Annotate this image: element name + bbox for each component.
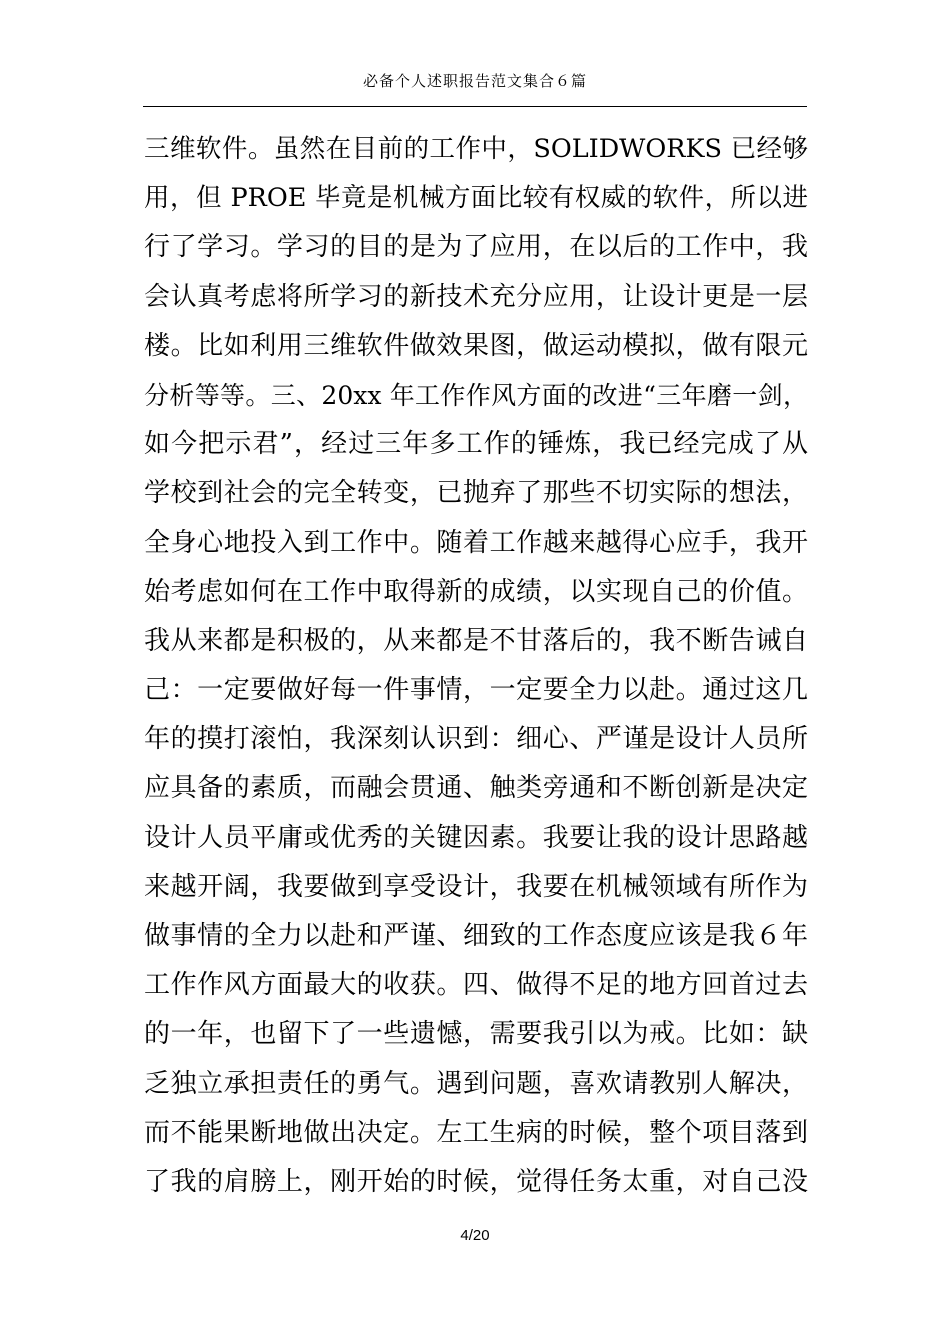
body-line: 应具备的素质，而融会贯通、触类旁通和不断创新是决定 (144, 773, 808, 804)
body-line: 行了学习。学习的目的是为了应用，在以后的工作中，我 (144, 232, 808, 263)
body-line: 设计人员平庸或优秀的关键因素。我要让我的设计思路越 (144, 822, 808, 853)
page-number: 4/20 (460, 1227, 490, 1244)
body-line: 的一年，也留下了一些遗憾，需要我引以为戒。比如：缺 (144, 1019, 808, 1050)
body-line: 全身心地投入到工作中。随着工作越来越得心应手，我开 (144, 527, 808, 558)
body-line: 而不能果断地做出决定。左工生病的时候，整个项目落到 (144, 1117, 808, 1148)
body-line: 楼。比如利用三维软件做效果图，做运动模拟，做有限元 (144, 330, 808, 361)
body-line: 工作作风方面最大的收获。四、做得不足的地方回首过去 (144, 970, 808, 1001)
body-line: 做事情的全力以赴和严谨、细致的工作态度应该是我６年 (144, 921, 808, 951)
body-line: 乏独立承担责任的勇气。遇到问题，喜欢请教别人解决， (144, 1068, 808, 1099)
body-line: 己：一定要做好每一件事情，一定要全力以赴。通过这几 (144, 675, 808, 706)
page-header-title: 必备个人述职报告范文集合６篇 (362, 72, 587, 90)
body-line: 如今把示君”，经过三年多工作的锤炼，我已经完成了从 (144, 429, 808, 460)
body-line: 了我的肩膀上，刚开始的时候，觉得任务太重，对自己没 (144, 1166, 808, 1197)
header-divider (143, 106, 807, 107)
body-line: 年的摸打滚怕，我深刻认识到：细心、严谨是设计人员所 (144, 724, 808, 755)
body-line: 来越开阔，我要做到享受设计，我要在机械领域有所作为 (144, 871, 808, 902)
body-line: 分析等等。三、20xx 年工作作风方面的改进“三年磨一剑， (144, 380, 808, 410)
document-body (144, 125, 808, 1207)
body-line: 我从来都是积极的，从来都是不甘落后的，我不断告诫自 (144, 625, 808, 656)
body-line: 始考虑如何在工作中取得新的成绩，以实现自己的价值。 (144, 576, 808, 607)
body-line: 三维软件。虽然在目前的工作中，SOLIDWORKS 已经够 (144, 134, 808, 164)
body-line: 学校到社会的完全转变，已抛弃了那些不切实际的想法， (144, 478, 808, 509)
body-line: 会认真考虑将所学习的新技术充分应用，让设计更是一层 (144, 281, 808, 312)
body-line: 用，但 PROE 毕竟是机械方面比较有权威的软件，所以进 (144, 183, 808, 214)
